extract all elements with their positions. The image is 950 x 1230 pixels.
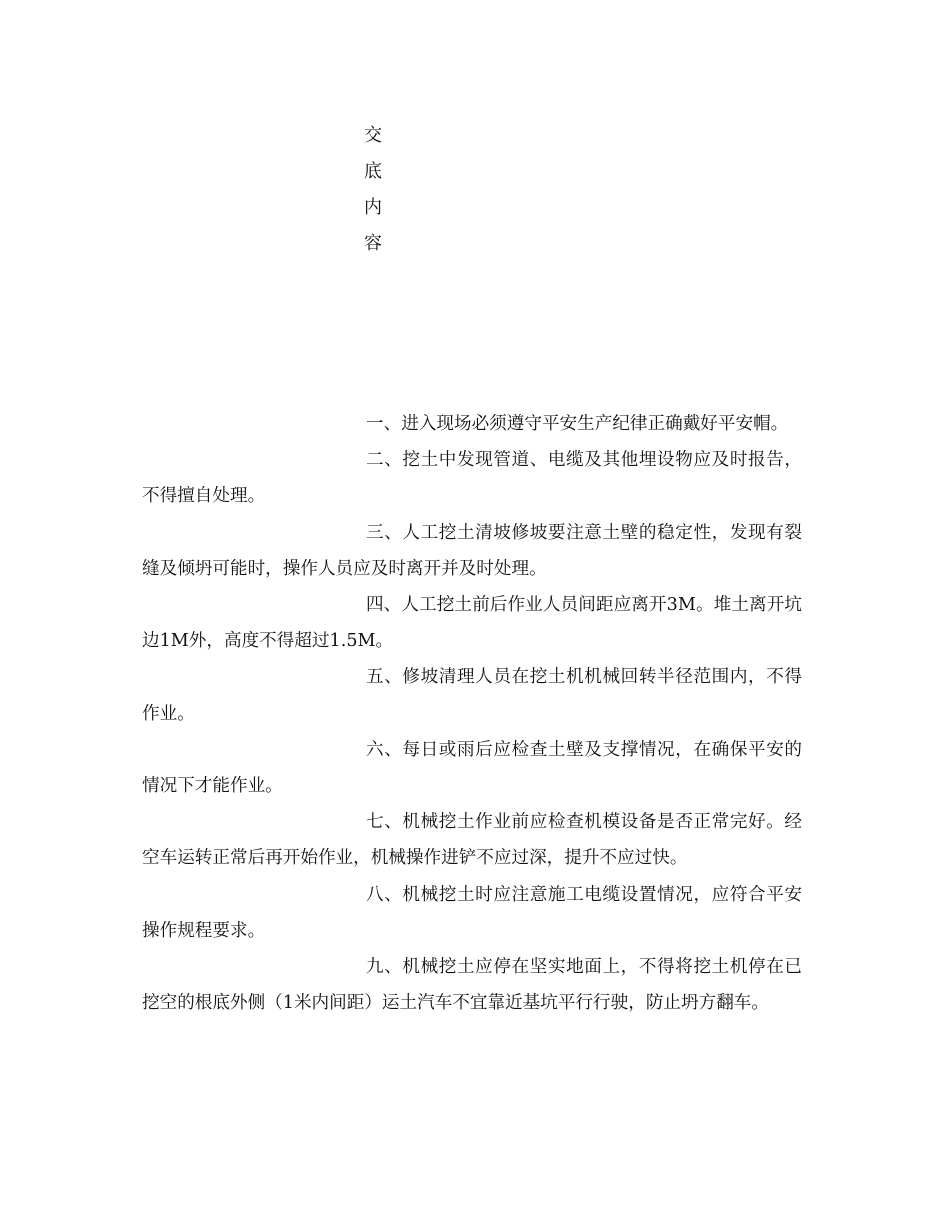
- rule-paragraph: 七、机械挖土作业前应检查机模设备是否正常完好。经空车运转正常后再开始作业，机械操作进铲不应过深，提升不应过快。: [142, 812, 802, 869]
- rule-paragraph: 二、挖土中发现管道、电缆及其他埋设物应及时报告，不得擅自处理。: [142, 450, 802, 507]
- rule-paragraph: 八、机械挖土时应注意施工电缆设置情况，应符合平安操作规程要求。: [142, 884, 802, 941]
- title-char: 容: [364, 233, 382, 254]
- rule-paragraph: 四、人工挖土前后作业人员间距应离开3M。堆土离开坑边1M外，高度不得超过1.5M。: [142, 595, 802, 652]
- rule-paragraph: 六、每日或雨后应检查土壁及支撑情况，在确保平安的情况下才能作业。: [142, 739, 802, 797]
- rule-paragraph: 五、修坡清理人员在挖土机机械回转半径范围内，不得作业。: [142, 667, 802, 724]
- rule-paragraph: 九、机械挖土应停在坚实地面上，不得将挖土机停在已挖空的根底外侧（1米内间距）运土汽车不宜靠近基坑平行行驶，防止坍方翻车。: [142, 957, 802, 1014]
- title-char: 交: [364, 125, 382, 146]
- rule-paragraph: 一、进入现场必须遵守平安生产纪律正确戴好平安帽。: [366, 414, 789, 434]
- title-char: 底: [364, 161, 382, 182]
- vertical-title: [364, 118, 388, 262]
- rule-paragraph: 三、人工挖土清坡修坡要注意土壁的稳定性，发现有裂缝及倾坍可能时，操作人员应及时离开并及时处理。: [142, 522, 802, 579]
- safety-rules-list: [142, 406, 802, 1021]
- title-char: 内: [364, 197, 382, 218]
